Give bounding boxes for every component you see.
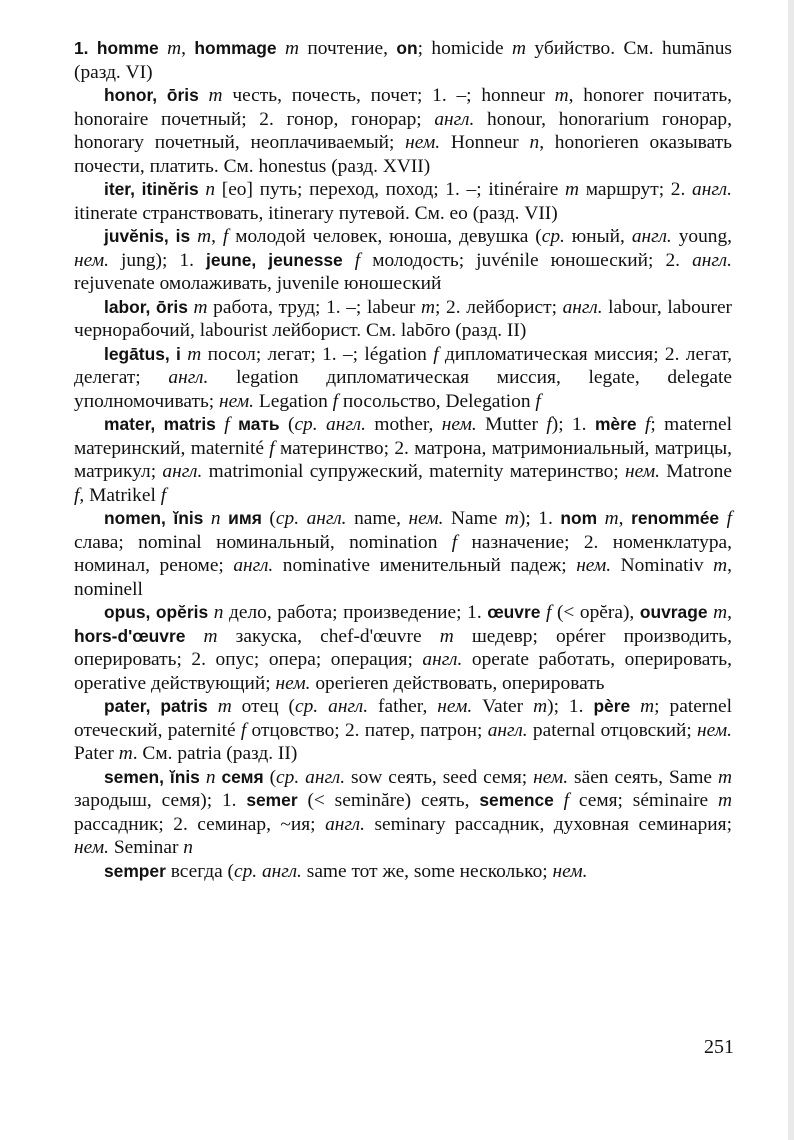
grammar-label: f <box>644 414 651 435</box>
grammar-label: англ. <box>325 813 365 835</box>
entry-text <box>230 414 238 435</box>
dictionary-entry <box>74 507 732 601</box>
entry-text <box>216 414 224 435</box>
grammar-label: f <box>269 437 275 459</box>
grammar-label: m <box>717 766 732 788</box>
entry-text: young, <box>671 226 733 247</box>
entry-text: рассадник; 2. семинар, ~ия; <box>74 813 326 835</box>
entry-text: , <box>618 508 632 529</box>
entry-text: labour, labourer чернорабочий, labourist лейборист. См. labōro (разд. II) <box>74 296 733 341</box>
grammar-label: ср. англ. <box>295 696 369 717</box>
grammar-label: f <box>563 790 570 811</box>
grammar-label: f <box>354 249 361 271</box>
headword: père <box>593 696 631 716</box>
grammar-label: нем. <box>408 508 444 529</box>
grammar-label: m <box>118 743 133 764</box>
grammar-label: f <box>546 414 552 435</box>
entry-text: Honneur <box>440 132 530 153</box>
headword: œuvre <box>487 602 541 622</box>
headword: hommage <box>194 38 277 58</box>
entry-text <box>208 696 218 717</box>
grammar-label: n <box>213 602 224 623</box>
grammar-label: f <box>222 226 229 247</box>
entry-text: (< opĕra), <box>551 602 640 623</box>
entry-text: ; 2. лейборист; <box>435 296 563 318</box>
grammar-label: m <box>718 790 733 811</box>
dictionary-entry <box>74 178 732 225</box>
grammar-label: англ. <box>692 249 732 271</box>
grammar-label: m <box>713 602 728 623</box>
entry-text <box>554 790 564 811</box>
entry-text: ; paternel отеческий, paternité <box>74 696 732 741</box>
entry-text <box>637 414 645 435</box>
grammar-label: m <box>504 508 519 529</box>
entry-text: (< seminăre) сеять, <box>297 790 480 811</box>
grammar-label: нем. <box>576 555 612 576</box>
grammar-label: англ. <box>562 296 603 318</box>
entry-text: father, <box>368 696 438 717</box>
entry-text: маршрут; 2. <box>579 179 693 200</box>
grammar-label: m <box>208 85 223 106</box>
headword: мать <box>238 414 280 434</box>
entry-text: sow сеять, seed семя; <box>345 766 534 788</box>
grammar-label: англ. <box>487 719 528 741</box>
grammar-label: нем. <box>437 696 473 717</box>
dictionary-entry <box>74 601 732 695</box>
entry-text: всегда ( <box>165 860 234 882</box>
entry-text: rejuvenate омолаживать, juvenile юношеский <box>74 273 442 294</box>
entry-text <box>597 508 605 529</box>
entry-text: Nominativ <box>611 555 714 576</box>
entry-text: Matrone <box>660 461 732 482</box>
grammar-label: n <box>210 508 221 529</box>
entry-text: , honorieren оказывать почести, платить. См. honestus (разд. XVII) <box>74 132 732 177</box>
dictionary-entry <box>74 225 732 296</box>
entry-text: Legation <box>254 390 333 412</box>
headword: семя <box>221 766 264 787</box>
entry-text: молодость; juvénile юношеский; 2. <box>360 249 693 271</box>
entry-text: itinerate странствовать, itinerary путевой. См. eo (разд. VII) <box>74 202 558 224</box>
headword: semper <box>104 860 166 881</box>
headword: jeune, jeunesse <box>205 249 343 270</box>
grammar-label: f <box>726 508 732 529</box>
entry-text: mother, <box>365 414 442 435</box>
grammar-label: f <box>224 414 230 435</box>
grammar-label: нем. <box>552 860 588 882</box>
grammar-label: m <box>217 696 232 717</box>
entry-text: ); 1. <box>518 508 561 529</box>
headword: pater, patris <box>104 696 208 716</box>
grammar-label: n <box>205 179 216 200</box>
grammar-label: m <box>565 179 580 200</box>
headword: nomen, ĭnis <box>104 508 204 528</box>
entry-text: operate работать, оперировать, operative действующий; <box>74 649 732 694</box>
entry-text: ( <box>279 414 295 435</box>
entry-text: Mutter <box>476 414 547 435</box>
dictionary-entry <box>74 695 732 766</box>
grammar-label: m <box>640 696 655 717</box>
headword: semence <box>479 790 554 810</box>
entry-text <box>203 508 211 529</box>
entry-text <box>630 696 640 717</box>
entry-text: operieren действовать, оперировать <box>310 672 605 694</box>
entry-text: , <box>211 226 223 247</box>
headword: 1. homme <box>74 38 159 58</box>
grammar-label: ср. англ. <box>294 414 366 435</box>
entry-text: Name <box>443 508 505 529</box>
page-edge <box>788 0 794 1140</box>
dictionary-entry <box>74 296 732 343</box>
entry-text: материнство; 2. матрона, матримониальный, матрицы, матрикул; <box>74 437 732 482</box>
entry-text: honour, honorarium гонорар, honorary почетный, неоплачиваемый; <box>74 108 732 153</box>
entry-text: , <box>181 38 195 59</box>
grammar-label: m <box>193 296 208 318</box>
entry-text: отцовство; 2. патер, патрон; <box>246 719 488 741</box>
dictionary-entry <box>74 766 732 860</box>
entry-text: ; homicide <box>417 38 512 59</box>
entry-text: , nominell <box>74 555 732 600</box>
grammar-label: нем. <box>625 461 660 482</box>
entry-text <box>277 38 285 59</box>
entry-text: Seminar <box>108 837 184 858</box>
entry-text: [eo] путь; переход, поход; 1. –; itinéraire <box>215 179 566 200</box>
grammar-label: англ. <box>168 367 209 388</box>
grammar-label: англ. <box>434 108 475 130</box>
entry-text: посол; легат; 1. –; légation <box>201 343 434 365</box>
headword: ouvrage <box>639 602 708 622</box>
entry-text: честь, почесть, почет; 1. –; honneur <box>222 85 555 106</box>
grammar-label: m <box>203 625 218 647</box>
grammar-label: m <box>197 226 212 247</box>
grammar-label: f <box>240 719 247 741</box>
entry-text: работа, труд; 1. –; labeur <box>207 296 422 318</box>
entry-text: семя; séminaire <box>569 790 718 811</box>
grammar-label: f <box>332 390 339 412</box>
grammar-label: n <box>529 132 540 153</box>
headword: honor, ōris <box>104 85 199 105</box>
entry-text: шедевр; opérer производить, оперировать; 2. опус; опера; операция; <box>74 625 732 670</box>
grammar-label: m <box>284 38 299 59</box>
entry-text: посольство, Delegation <box>338 390 536 412</box>
entry-text: Vater <box>472 696 534 717</box>
headword: legātus, i <box>104 343 181 364</box>
grammar-label: f <box>545 602 552 623</box>
grammar-label: нем. <box>697 719 732 741</box>
entry-text: . См. patria (разд. II) <box>132 743 298 764</box>
entry-text: legation дипломатическая миссия, legate, delegate уполномочивать; <box>74 367 732 412</box>
headword: semen, ĭnis <box>104 766 200 787</box>
grammar-label: m <box>167 38 182 59</box>
entry-text: , honorer почитать, honoraire почетный; 2. гонор, гонорар; <box>74 85 733 130</box>
grammar-label: m <box>713 555 728 576</box>
entry-text: seminary рассадник, духовная семинария; <box>365 813 732 835</box>
entry-text: ( <box>261 508 276 529</box>
entry-text <box>159 38 167 59</box>
dictionary-entry <box>74 343 732 414</box>
dictionary-entry <box>74 84 732 178</box>
grammar-label: англ. <box>631 226 672 247</box>
dictionary-entry <box>74 37 732 84</box>
dictionary-text <box>74 37 732 883</box>
grammar-label: f <box>74 484 80 506</box>
grammar-label: f <box>160 484 167 506</box>
headword: mater, matris <box>104 414 216 434</box>
entry-text: jung); 1. <box>108 249 206 271</box>
entry-text: слава; nominal номинальный, nomination <box>74 531 452 553</box>
grammar-label: нем. <box>405 132 441 153</box>
grammar-label: англ. <box>162 461 203 482</box>
headword: labor, ōris <box>104 296 188 317</box>
grammar-label: f <box>451 531 458 553</box>
grammar-label: нем. <box>219 390 255 412</box>
entry-text <box>719 508 727 529</box>
entry-text: , Matrikel <box>79 484 161 506</box>
page-number: 251 <box>704 1036 734 1058</box>
headword: mère <box>594 414 637 434</box>
grammar-label: m <box>533 696 548 717</box>
grammar-label: нем. <box>275 672 311 694</box>
entry-text: убийство. См. humānus (разд. VI) <box>74 38 732 83</box>
entry-text: matrimonial супружеский, maternity материнство; <box>202 461 626 482</box>
grammar-label: n <box>183 837 193 858</box>
grammar-label: англ. <box>692 179 732 200</box>
headword: on <box>396 38 418 58</box>
grammar-label: f <box>433 343 439 365</box>
entry-text: ; maternel материнский, maternité <box>74 414 732 459</box>
grammar-label: ср. <box>541 226 565 247</box>
entry-text: отец ( <box>231 696 295 717</box>
entry-text: säen сеять, Same <box>568 766 718 788</box>
entry-text: Pater <box>74 743 119 764</box>
entry-text: paternal отцовский; <box>527 719 698 741</box>
entry-text: зародыш, семя); 1. <box>74 790 247 811</box>
entry-text <box>343 250 355 271</box>
entry-text: назначение; 2. номенклатура, номинал, реноме; <box>74 531 732 576</box>
headword: nom <box>560 508 598 528</box>
entry-text <box>185 626 203 647</box>
grammar-label: ср. англ. <box>276 766 346 788</box>
grammar-label: m <box>604 508 619 529</box>
grammar-label: m <box>421 296 436 318</box>
entry-text: закуска, chef-d'œuvre <box>217 625 440 647</box>
entry-text: name, <box>346 508 409 529</box>
entry-text: дело, работа; произведение; 1. <box>223 602 488 623</box>
headword: semer <box>246 790 298 810</box>
entry-text: юный, <box>564 226 632 247</box>
entry-text: молодой человек, юноша, девушка ( <box>228 226 542 247</box>
entry-text: ); 1. <box>547 696 594 717</box>
grammar-label: m <box>511 38 526 59</box>
headword: имя <box>228 508 262 528</box>
grammar-label: нем. <box>74 249 109 271</box>
grammar-label: n <box>205 766 216 788</box>
grammar-label: ср. англ. <box>275 508 347 529</box>
entry-text: nominative именительный падеж; <box>273 555 577 576</box>
entry-text: ); 1. <box>551 414 595 435</box>
grammar-label: нем. <box>533 766 569 788</box>
dictionary-entry <box>74 860 732 884</box>
grammar-label: англ. <box>233 555 274 576</box>
headword: iter, itinĕris <box>104 179 199 199</box>
headword: renommée <box>631 508 720 528</box>
dictionary-entry <box>74 413 732 507</box>
entry-text: дипломатическая миссия; 2. легат, делегат; <box>74 343 733 388</box>
headword: juvĕnis, is <box>104 226 191 246</box>
grammar-label: m <box>439 625 454 647</box>
grammar-label: ср. англ. <box>233 860 302 882</box>
grammar-label: нем. <box>74 837 109 858</box>
headword: hors-d'œuvre <box>74 625 186 646</box>
entry-text: , <box>727 602 732 623</box>
grammar-label: англ. <box>422 649 463 670</box>
grammar-label: f <box>535 390 541 412</box>
grammar-label: m <box>187 343 202 365</box>
grammar-label: нем. <box>441 414 477 435</box>
grammar-label: m <box>554 85 569 106</box>
entry-text: same тот же, some несколько; <box>301 860 553 882</box>
headword: opus, opĕris <box>104 602 209 622</box>
entry-text: ( <box>263 766 277 788</box>
entry-text: почтение, <box>298 38 397 59</box>
entry-text <box>199 85 209 106</box>
